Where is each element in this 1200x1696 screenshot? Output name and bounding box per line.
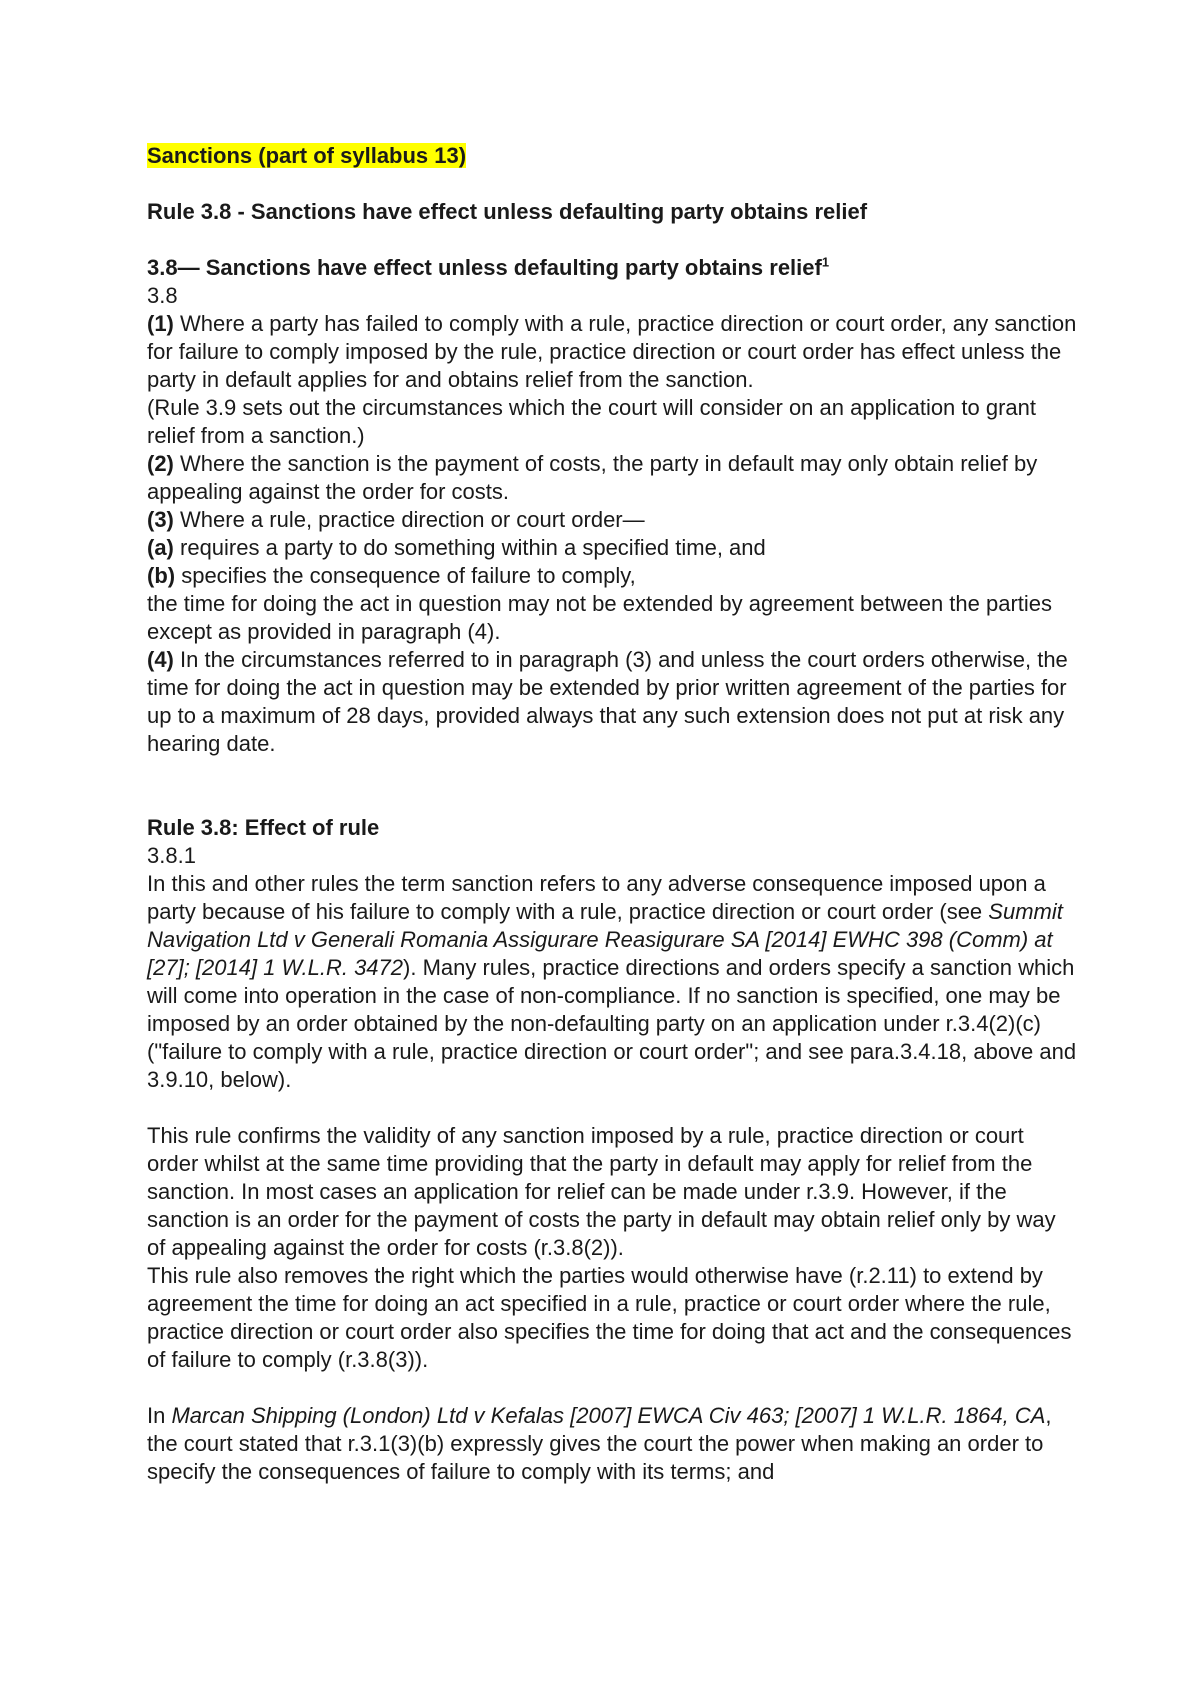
paragraph-text: , the court stated that r.3.1(3)(b) expressly gives the court the power when making an order to specify the consequences of failure to comply with its terms; and bbox=[147, 1403, 1052, 1484]
effect-paragraph-2: This rule confirms the validity of any sanction imposed by a rule, practice direction or court order whilst at the same time providing that the party in default may apply for relief from the sanction. In most cases an application for relief can be made under r.3.9. However, if the sanction is an order for the payment of costs the party in default may obtain relief only by way of appealing against the order for costs (r.3.8(2)). bbox=[147, 1123, 1056, 1260]
footnote-marker[interactable]: 1 bbox=[821, 254, 830, 270]
paragraph-label: (b) bbox=[147, 563, 176, 588]
paragraph-text: In bbox=[147, 1403, 172, 1428]
rule-note: (Rule 3.9 sets out the circumstances which the court will consider on an application to grant relief from a sanction.) bbox=[147, 395, 1037, 448]
spacer bbox=[147, 758, 1077, 814]
paragraph-text: requires a party to do something within a specified time, and bbox=[173, 535, 766, 560]
paragraph-label: (a) bbox=[147, 535, 174, 560]
paragraph-text: Where the sanction is the payment of costs, the party in default may only obtain relief by appealing against the order for costs. bbox=[147, 451, 1038, 504]
case-citation: Summit Navigation Ltd v Generali Romania Assigurare Reasigurare SA [2014] EWHC 398 (Comm) at [27]; [2014] 1 W.L.R. 3472 bbox=[147, 899, 1063, 980]
rule-number: 3.8 bbox=[147, 283, 178, 308]
spacer bbox=[147, 1374, 1077, 1402]
paragraph-text: In this and other rules the term sanction refers to any adverse consequence imposed upon a party because of his failure to comply with a rule, practice direction or court order (see bbox=[147, 871, 1046, 924]
effect-number: 3.8.1 bbox=[147, 843, 196, 868]
paragraph-label: (2) bbox=[147, 451, 174, 476]
paragraph-label: (1) bbox=[147, 311, 174, 336]
highlighted-title: Sanctions (part of syllabus 13) bbox=[147, 143, 467, 168]
rule-paragraph-3-tail: the time for doing the act in question may not be extended by agreement between the parties except as provided in paragraph (4). bbox=[147, 591, 1053, 644]
rule-paragraph-4 bbox=[147, 646, 1077, 758]
effect-paragraph-1 bbox=[147, 870, 1077, 1094]
effect-heading: Rule 3.8: Effect of rule bbox=[147, 815, 380, 840]
rule-paragraph-3 bbox=[147, 506, 1077, 534]
effect-paragraph-3: This rule also removes the right which the parties would otherwise have (r.2.11) to extend by agreement the time for doing an act specified in a rule, practice or court order where the rule, practice direction or court order also specifies the time for doing that act and the consequences of failure to comply (r.3.8(3)). bbox=[147, 1263, 1072, 1372]
rule-subparagraph-a bbox=[147, 534, 1077, 562]
rule-subparagraph-b bbox=[147, 562, 1077, 590]
rule-heading: Rule 3.8 - Sanctions have effect unless defaulting party obtains relief bbox=[147, 199, 868, 224]
spacer bbox=[147, 170, 1077, 198]
paragraph-text: Where a rule, practice direction or court order— bbox=[173, 507, 645, 532]
rule-title-text: 3.8— Sanctions have effect unless defaulting party obtains relief bbox=[147, 255, 822, 280]
spacer bbox=[147, 1094, 1077, 1122]
rule-title bbox=[147, 254, 1077, 282]
paragraph-text: In the circumstances referred to in paragraph (3) and unless the court orders otherwise, the time for doing the act in question may be extended by prior written agreement of the parties for up to a maximum of 28 days, provided always that any such extension does not put at risk any hearing date. bbox=[147, 647, 1068, 756]
document-title bbox=[147, 142, 1077, 170]
paragraph-text: ). Many rules, practice directions and orders specify a sanction which will come into operation in the case of non-compliance. If no sanction is specified, one may be imposed by an order obtained by the non-defaulting party on an application under r.3.4(2)(c) ("failure to comply with a rule, practice direction or court order"; and see para.3.4.18, above and 3.9.10, below). bbox=[147, 955, 1077, 1092]
paragraph-label: (4) bbox=[147, 647, 174, 672]
effect-paragraph-4 bbox=[147, 1402, 1077, 1486]
paragraph-text: Where a party has failed to comply with a rule, practice direction or court order, any sanction for failure to comply imposed by the rule, practice direction or court order has effect unless the party in default applies for and obtains relief from the sanction. bbox=[147, 311, 1077, 392]
paragraph-text: specifies the consequence of failure to comply, bbox=[175, 563, 636, 588]
rule-paragraph-1 bbox=[147, 310, 1077, 394]
case-citation: Marcan Shipping (London) Ltd v Kefalas [2007] EWCA Civ 463; [2007] 1 W.L.R. 1864, CA bbox=[171, 1403, 1046, 1428]
rule-paragraph-2 bbox=[147, 450, 1077, 506]
paragraph-label: (3) bbox=[147, 507, 174, 532]
spacer bbox=[147, 226, 1077, 254]
document-page bbox=[147, 142, 1077, 1486]
